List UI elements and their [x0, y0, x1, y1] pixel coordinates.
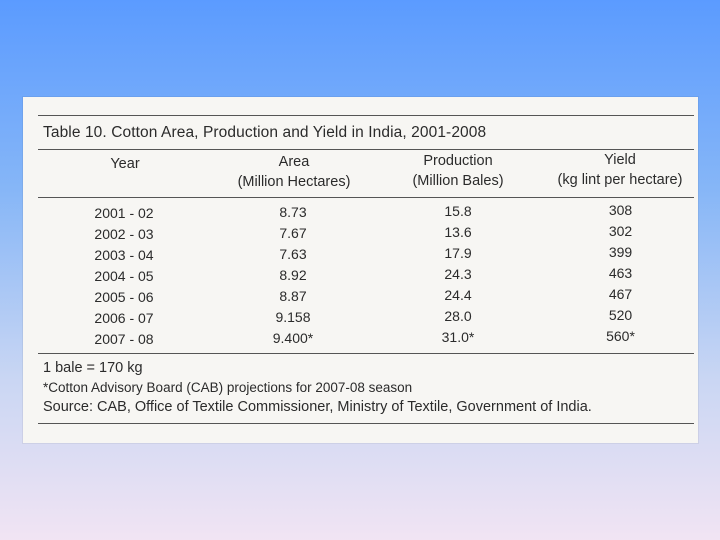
bale-note: 1 bale = 170 kg	[43, 360, 143, 376]
cell-year: 2004 - 05	[94, 268, 154, 284]
header-yield	[540, 150, 698, 190]
cell-production: 13.6	[444, 224, 472, 240]
bottom-rule	[38, 423, 694, 424]
header-production-line2: (Million Bales)	[412, 173, 504, 189]
cell-area: 7.67	[279, 225, 307, 241]
cell-yield: 560*	[606, 328, 635, 344]
table-title: Table 10. Cotton Area, Production and Yield in India, 2001-2008	[43, 124, 487, 141]
cell-area: 8.92	[279, 267, 307, 283]
cell-area: 9.158	[275, 309, 311, 325]
cell-area: 9.400*	[272, 330, 314, 346]
header-year-line1: Year	[110, 156, 140, 172]
cell-production: 24.4	[444, 287, 472, 303]
cell-year: 2005 - 06	[94, 289, 154, 305]
cell-yield: 463	[608, 265, 633, 281]
header-yield-line2: (kg lint per hectare)	[557, 172, 683, 188]
footnote: *Cotton Advisory Board (CAB) projections for 2007-08 season	[43, 380, 413, 395]
cell-area: 8.73	[279, 204, 307, 220]
cell-year: 2006 - 07	[94, 310, 154, 326]
header-production-line1: Production	[423, 153, 493, 169]
scanned-table-image	[23, 97, 698, 443]
header-year	[85, 154, 165, 174]
cell-production: 15.8	[444, 203, 472, 219]
cell-yield: 467	[608, 286, 633, 302]
cell-yield: 399	[608, 244, 633, 260]
header-bottom-rule	[38, 197, 694, 198]
header-yield-line1: Yield	[604, 152, 636, 168]
top-rule	[38, 115, 694, 116]
cell-year: 2007 - 08	[94, 331, 154, 347]
cell-area: 7.63	[279, 246, 307, 262]
cell-production: 31.0*	[441, 329, 475, 345]
cell-yield: 308	[608, 202, 633, 218]
cell-year: 2003 - 04	[94, 247, 154, 263]
table-bottom-rule	[38, 353, 694, 354]
cell-production: 28.0	[444, 308, 472, 324]
header-area-line1: Area	[278, 154, 310, 170]
cell-year: 2002 - 03	[94, 226, 154, 242]
cell-yield: 302	[608, 223, 633, 239]
source-note: Source: CAB, Office of Textile Commissioner, Ministry of Textile, Government of India.	[43, 399, 592, 415]
cell-yield: 520	[608, 307, 633, 323]
header-area-line2: (Million Hectares)	[237, 174, 351, 190]
header-production	[393, 151, 523, 191]
header-area	[218, 152, 370, 192]
cell-production: 24.3	[444, 266, 472, 282]
cell-area: 8.87	[279, 288, 307, 304]
cell-year: 2001 - 02	[94, 205, 154, 221]
cell-production: 17.9	[444, 245, 472, 261]
